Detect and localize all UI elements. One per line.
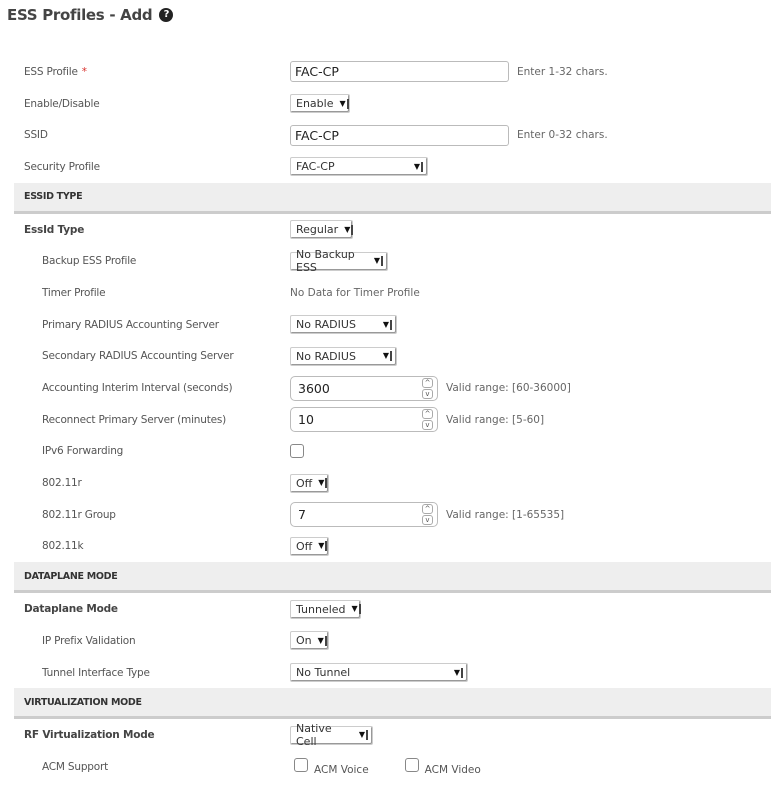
row-timer-profile — [14, 277, 771, 309]
page-title-text: ESS Profiles - Add — [7, 6, 153, 24]
ipv6-forwarding-label: IPv6 Forwarding — [42, 445, 124, 458]
tunnel-interface-type-select[interactable]: No Tunnel ▼ — [290, 663, 468, 682]
chevron-down-icon: ▼ — [318, 478, 327, 488]
accounting-interval-hint: Valid range: [60-36000] — [446, 382, 571, 395]
ess-profile-hint: Enter 1-32 chars. — [517, 65, 608, 78]
backup-ess-profile-label: Backup ESS Profile — [42, 255, 137, 268]
accounting-interval-label: Accounting Interim Interval (seconds) — [42, 382, 233, 395]
ip-prefix-validation-label: IP Prefix Validation — [42, 634, 136, 647]
row-dot11k — [14, 531, 771, 563]
question-circle-icon[interactable]: ? — [159, 8, 173, 22]
row-accounting-interval — [14, 372, 771, 404]
rf-virtualization-mode-select[interactable]: Native Cell ▼ — [290, 726, 373, 745]
ssid-hint: Enter 0-32 chars. — [517, 129, 608, 142]
acm-video-checkbox[interactable] — [405, 758, 419, 772]
dot11k-select[interactable]: Off ▼ — [290, 537, 329, 556]
spin-down-icon[interactable]: v — [422, 515, 433, 525]
chevron-down-icon: ▼ — [318, 541, 327, 551]
row-primary-radius — [14, 309, 771, 341]
acm-voice-checkbox[interactable] — [294, 758, 308, 772]
row-essid-type — [14, 214, 771, 246]
chevron-down-icon: ▼ — [414, 162, 423, 172]
acm-voice-label: ACM Voice — [314, 763, 369, 776]
row-secondary-radius — [14, 341, 771, 373]
spin-up-icon[interactable]: ^ — [422, 409, 433, 419]
dot11k-label: 802.11k — [42, 540, 84, 553]
row-ess-profile — [14, 56, 771, 88]
ssid-label: SSID — [24, 129, 48, 142]
chevron-down-icon: ▼ — [383, 320, 392, 330]
security-profile-select[interactable]: FAC-CP ▼ — [290, 157, 428, 176]
row-rf-virtualization-mode — [14, 719, 771, 751]
dot11r-group-hint: Valid range: [1-65535] — [446, 508, 565, 521]
acm-video-label: ACM Video — [424, 763, 481, 776]
reconnect-primary-input[interactable]: 10 ^ v — [290, 407, 438, 432]
row-tunnel-interface-type — [14, 657, 771, 689]
dataplane-mode-label: Dataplane Mode — [24, 603, 118, 616]
chevron-down-icon: ▼ — [339, 99, 348, 109]
spin-down-icon[interactable]: v — [422, 389, 433, 399]
row-dot11r-group — [14, 499, 771, 531]
row-reconnect-primary — [14, 404, 771, 436]
reconnect-primary-label: Reconnect Primary Server (minutes) — [42, 413, 227, 426]
section-dataplane-mode: DATAPLANE MODE — [14, 562, 771, 593]
row-ipv6-forwarding — [14, 436, 771, 468]
row-dataplane-mode — [14, 593, 771, 625]
timer-profile-value: No Data for Timer Profile — [290, 286, 420, 299]
dot11r-label: 802.11r — [42, 477, 82, 490]
row-acm-support — [14, 751, 771, 783]
chevron-down-icon: ▼ — [383, 351, 392, 361]
row-ssid — [14, 119, 771, 151]
required-marker: * — [81, 65, 87, 78]
spin-down-icon[interactable]: v — [422, 420, 433, 430]
chevron-down-icon: ▼ — [318, 636, 327, 646]
chevron-down-icon: ▼ — [359, 730, 368, 740]
essid-type-label: EssId Type — [24, 223, 85, 236]
ess-profile-form — [14, 56, 771, 783]
dot11r-group-input[interactable]: 7 ^ v — [290, 502, 438, 527]
acm-voice-option[interactable] — [294, 758, 369, 776]
chevron-down-icon: ▼ — [352, 604, 361, 614]
accounting-interval-input[interactable]: 3600 ^ v — [290, 376, 438, 401]
backup-ess-profile-select[interactable]: No Backup ESS ▼ — [290, 252, 388, 271]
primary-radius-select[interactable]: No RADIUS ▼ — [290, 315, 397, 334]
tunnel-interface-type-label: Tunnel Interface Type — [42, 666, 150, 679]
security-profile-label: Security Profile — [24, 160, 100, 173]
enable-disable-select[interactable]: Enable ▼ — [290, 94, 350, 113]
timer-profile-label: Timer Profile — [42, 286, 106, 299]
ess-profile-label: ESS Profile * — [24, 65, 87, 78]
dot11r-group-label: 802.11r Group — [42, 508, 116, 521]
row-security-profile — [14, 151, 771, 183]
section-essid-type: ESSID TYPE — [14, 183, 771, 214]
rf-virtualization-mode-label: RF Virtualization Mode — [24, 729, 155, 742]
row-ip-prefix-validation — [14, 625, 771, 657]
spin-up-icon[interactable]: ^ — [422, 504, 433, 514]
page-title — [7, 6, 173, 24]
row-enable-disable — [14, 88, 771, 120]
essid-type-select[interactable]: Regular ▼ — [290, 220, 353, 239]
chevron-down-icon: ▼ — [344, 225, 353, 235]
secondary-radius-select[interactable]: No RADIUS ▼ — [290, 347, 397, 366]
ssid-input[interactable]: FAC-CP — [290, 125, 509, 146]
spin-up-icon[interactable]: ^ — [422, 378, 433, 388]
secondary-radius-label: Secondary RADIUS Accounting Server — [42, 350, 234, 363]
dot11r-select[interactable]: Off ▼ — [290, 474, 329, 493]
dataplane-mode-select[interactable]: Tunneled ▼ — [290, 600, 361, 619]
ess-profile-input[interactable]: FAC-CP — [290, 61, 509, 82]
reconnect-primary-hint: Valid range: [5-60] — [446, 413, 545, 426]
acm-video-option[interactable] — [405, 758, 481, 776]
ipv6-forwarding-checkbox[interactable] — [290, 444, 304, 458]
chevron-down-icon: ▼ — [454, 668, 463, 678]
primary-radius-label: Primary RADIUS Accounting Server — [42, 318, 219, 331]
ip-prefix-validation-select[interactable]: On ▼ — [290, 631, 329, 650]
row-backup-ess-profile — [14, 245, 771, 277]
chevron-down-icon: ▼ — [374, 256, 383, 266]
section-virtualization-mode: VIRTUALIZATION MODE — [14, 688, 771, 719]
acm-support-label: ACM Support — [42, 760, 109, 773]
row-dot11r — [14, 467, 771, 499]
enable-disable-label: Enable/Disable — [24, 97, 100, 110]
